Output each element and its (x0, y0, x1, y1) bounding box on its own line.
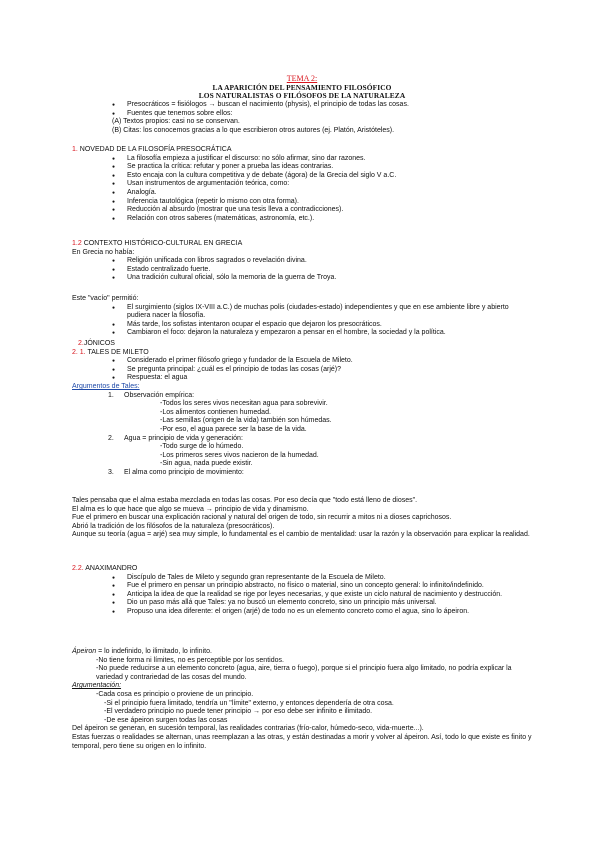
argumentacion-items (72, 691, 532, 725)
argumentacion-title: Argumentación: (72, 682, 122, 690)
arguments-title: Argumentos de Tales: (72, 382, 140, 390)
item-number: 3. (108, 468, 114, 476)
list-item: ● El surgimiento (siglos IX-VIII a.C.) de muchas polis (ciudades-estado) independientes y que en ese ambiente libre y abierto pudiera nacer la filosofía. (72, 304, 532, 321)
document-title: LA APARICIÓN DEL PENSAMIENTO FILOSÓFICO (212, 82, 392, 92)
paragraph-line: Del ápeiron se generan, en sucesión temporal, las realidades contrarias (frío-calor, húmedo-seco, vida-muerte...). (72, 725, 424, 733)
list-item: -Por eso, el agua parece ser la base de la vida. (160, 425, 307, 433)
paragraph-line: Estas fuerzas o realidades se alternan, unas reemplazan a las otras, y están destinadas a morir y volver al ápeiron. Así, todo lo que existe es finito y temporal, pero tiene su origen en lo infinito. (72, 733, 532, 750)
item-label: Observación empírica: (124, 391, 195, 399)
section-novedad (72, 146, 532, 223)
list-item (72, 469, 532, 478)
section-title: TALES DE MILETO (87, 348, 149, 356)
list-item: (B) Citas: los conocemos gracias a lo que escribieron otros autores (ej. Platón, Aristóteles). (112, 126, 395, 134)
item-subitems (124, 400, 532, 434)
section-number: 1. (72, 146, 78, 153)
section-contexto (72, 240, 532, 283)
section-bullets (72, 257, 532, 283)
section-title: NOVEDAD DE LA FILOSOFÍA PRESOCRÁTICA (79, 146, 232, 153)
section-title: JÓNICOS (83, 340, 115, 347)
section-title: ANAXIMANDRO (85, 565, 138, 572)
document-subtitle: LOS NATURALISTAS O FILÓSOFOS DE LA NATURALEZA (198, 91, 406, 101)
list-item: -Las semillas (origen de la vida) también son húmedas. (160, 417, 332, 425)
section-bullets (72, 357, 532, 383)
list-item: -El verdadero principio no puede tener principio → por eso debe ser infinito e ilimitado. (104, 708, 373, 716)
list-item: ● Dio un paso más allá que Tales: ya no buscó un elemento concreto, sino un principio más universal. (72, 599, 532, 608)
list-item: ● Estado centralizado fuerte. (72, 266, 532, 275)
list-item: -Los alimentos contienen humedad. (160, 408, 271, 416)
section-bullets (72, 304, 532, 338)
section-heading (72, 146, 532, 155)
tales-paragraph (72, 497, 532, 540)
section-heading (72, 240, 532, 249)
list-item: ● Discípulo de Tales de Mileto y segundo gran representante de la Escuela de Mileto. (72, 574, 532, 583)
arguments-list (72, 392, 532, 478)
section-number: 2. 1. (72, 348, 86, 356)
section-heading (72, 340, 532, 349)
paragraph-line: Tales pensaba que el alma estaba mezclada en todas las cosas. Por eso decía que "todo está lleno de dioses". (72, 497, 418, 504)
list-item: ● Relación con otros saberes (matemáticas, astronomía, etc.). (72, 215, 532, 224)
section-bullets (72, 574, 532, 617)
list-item: -No puede reducirse a un elemento concreto (agua, aire, tierra o fuego), porque si el principio fuera algo limitado, no podría explicar la variedad y contrariedad de las cosas del mundo. (96, 665, 512, 681)
list-item: ● Una tradición cultural oficial, sólo la memoria de la guerra de Troya. (72, 274, 532, 283)
section-number: 2. (78, 340, 84, 347)
apeiron-items (72, 657, 532, 683)
list-item: ● Fuentes que tenemos sobre ellos: (72, 110, 532, 119)
tema-label: TEMA 2: (286, 74, 318, 83)
section-number: 2.2. (72, 565, 84, 572)
list-item: ● Inferencia tautológica (repetir lo mismo con otra forma). (72, 198, 532, 207)
paragraph-line: Abrió la tradición de los filósofos de la naturaleza (presocráticos). (72, 522, 275, 530)
list-item: -Sin agua, nada puede existir. (160, 460, 253, 468)
list-item (72, 392, 532, 435)
list-item: -No tiene forma ni límites, no es perceptible por los sentidos. (96, 656, 284, 664)
list-item: -Si el principio fuera limitado, tendría un "límite" externo, y entonces dependería de otra cosa. (104, 699, 394, 707)
list-item: ● Más tarde, los sofistas intentaron ocupar el espacio que dejaron los presocráticos. (72, 321, 532, 330)
section-heading (72, 349, 532, 358)
list-item: (A) Textos propios: casi no se conservan. (112, 118, 240, 126)
list-item: ● Cambiaron el foco: dejaron la naturaleza y empezaron a pensar en el hombre, la sociedad y la política. (72, 329, 532, 338)
item-subitems (124, 443, 532, 469)
apeiron-meaning: = lo indefinido, lo ilimitado, lo infinito. (96, 648, 212, 655)
apeiron-line (72, 648, 532, 657)
item-number: 1. (108, 391, 114, 399)
item-label: Agua = principio de vida y generación: (124, 434, 243, 442)
section-number: 1.2 (72, 240, 82, 247)
paragraph-line: Aunque su teoría (agua = arjé) sea muy simple, lo fundamental es el cambio de mentalidad: usar la razón y la observación para explicar la realidad. (72, 531, 530, 539)
list-item: ● La filosofía empieza a justificar el discurso: no sólo afirmar, sino dar razones. (72, 155, 532, 164)
item-number: 2. (108, 434, 114, 442)
section-lead: Este "vacío" permitió: (72, 295, 139, 302)
list-item: ● Anticipa la idea de que la realidad se rige por leyes necesarias, y que existe un ciclo natural de nacimiento y destrucción. (72, 591, 532, 600)
document-header (72, 75, 532, 101)
apeiron-definition (72, 648, 532, 751)
paragraph-line: El alma es lo que hace que algo se mueva → principio de vida y dinamismo. (72, 505, 309, 513)
apeiron-term: Ápeiron (72, 648, 97, 655)
item-label: El alma como principio de movimiento: (124, 468, 244, 476)
section-contexto-continued (72, 295, 532, 338)
section-heading (72, 565, 532, 574)
intro-sources (72, 118, 532, 135)
list-item: ● Propuso una idea diferente: el origen (arjé) de todo no es un elemento concreto como el agua, sino lo ápeiron. (72, 608, 532, 617)
list-item: ● Analogía. (72, 189, 532, 198)
list-item: ● Esto encaja con la cultura competitiva y de debate (ágora) de la Grecia del siglo V a.C. (72, 172, 532, 181)
section-anaximandro (72, 565, 532, 617)
list-item: -Todos los seres vivos necesitan agua para sobrevivir. (160, 400, 328, 408)
list-item: ● Usan instrumentos de argumentación teórica, como: (72, 180, 532, 189)
section-jonicos (72, 340, 532, 478)
list-item: ● Religión unificada con libros sagrados o revelación divina. (72, 257, 532, 266)
intro-bullets (72, 101, 532, 118)
list-item: ● Considerado el primer filósofo griego y fundador de la Escuela de Mileto. (72, 357, 532, 366)
list-item (72, 435, 532, 469)
list-item: ● Respuesta: el agua (72, 374, 532, 383)
intro-section (72, 101, 532, 135)
list-item: -De ese ápeiron surgen todas las cosas (104, 716, 228, 724)
list-item: -Todo surge de lo húmedo. (160, 443, 244, 451)
list-item: ● Reducción al absurdo (mostrar que una tesis lleva a contradicciones). (72, 206, 532, 215)
list-item: ● Presocráticos = fisiólogos → buscan el nacimiento (physis), el principio de todas las cosas. (72, 101, 532, 110)
list-item: ● Fue el primero en pensar un principio abstracto, no físico o material, sino un concepto general: lo infinito/indefinido. (72, 582, 532, 591)
list-item: ● Se practica la crítica: refutar y poner a prueba las ideas contrarias. (72, 163, 532, 172)
list-item: -Cada cosa es principio o proviene de un principio. (96, 690, 254, 698)
section-lead: En Grecia no había: (72, 248, 135, 256)
section-bullets (72, 155, 532, 224)
paragraph-line: Fue el primero en buscar una explicación racional y natural del origen de todo, sin recurrir a mitos ni a dioses caprichosos. (72, 514, 452, 522)
list-item: -Los primeros seres vivos nacieron de la humedad. (160, 451, 319, 459)
section-title: CONTEXTO HISTÓRICO-CULTURAL EN GRECIA (83, 240, 243, 247)
list-item: ● Se pregunta principal: ¿cuál es el principio de todas las cosas (arjé)? (72, 366, 532, 375)
